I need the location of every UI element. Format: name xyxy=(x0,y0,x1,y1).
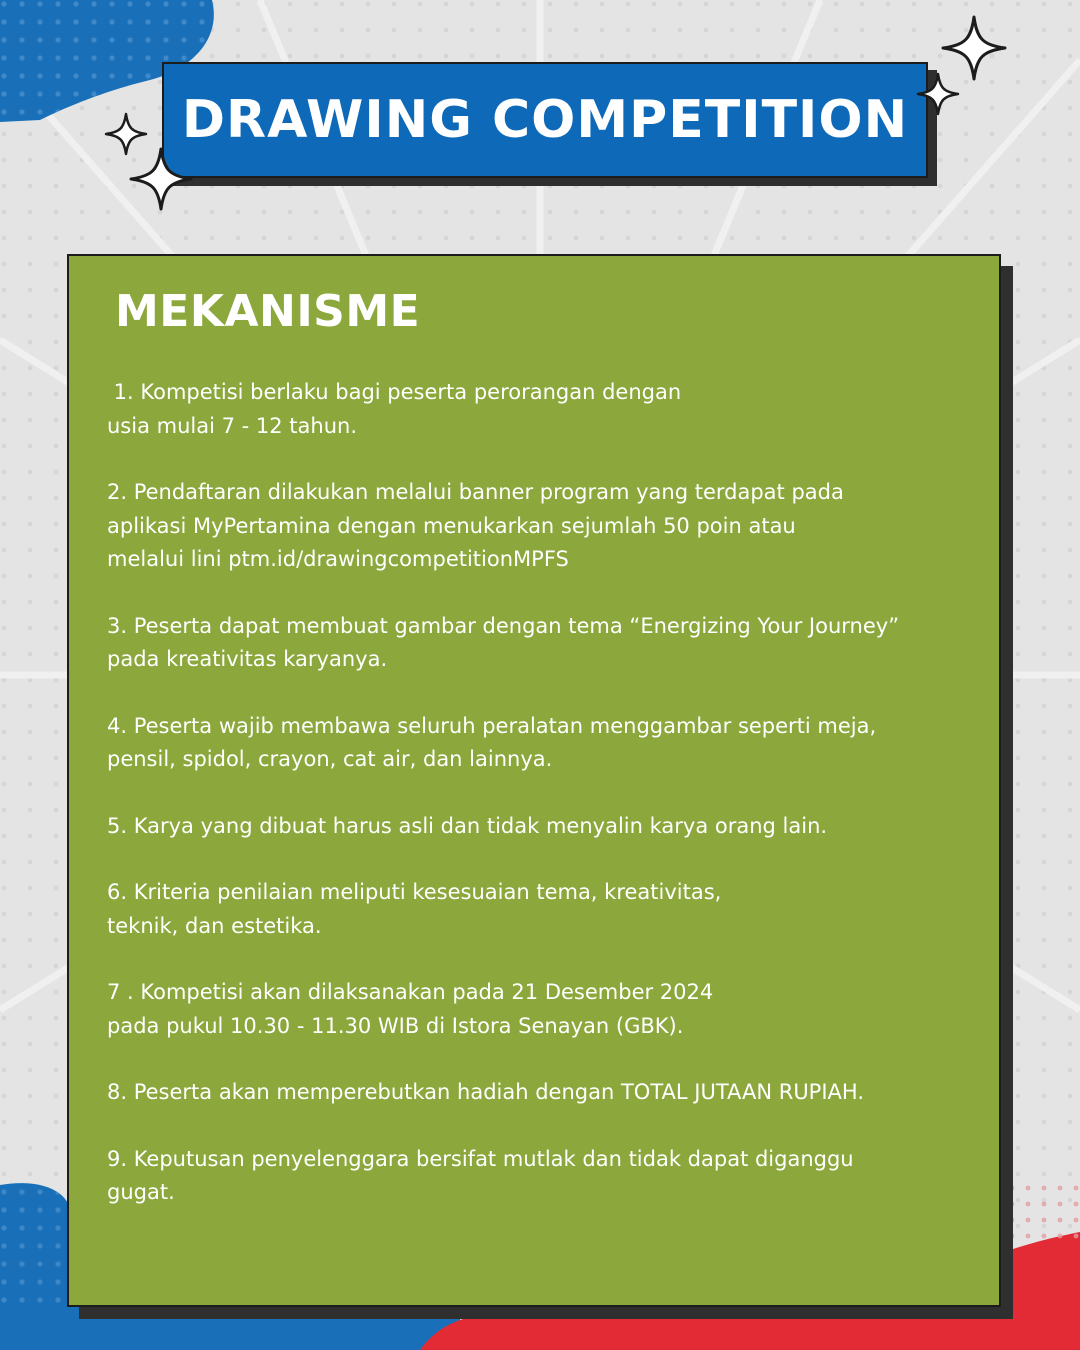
rule-text: 6. Kriteria penilaian meliputi kesesuaian tema, kreativitas, xyxy=(107,880,722,904)
rule-text: teknik, dan estetika. xyxy=(107,913,322,938)
rule-item xyxy=(107,610,987,677)
panel-heading: MEKANISME xyxy=(115,286,421,337)
rule-text: pensil, spidol, crayon, cat air, dan lainnya. xyxy=(107,747,553,771)
rule-text: 5. Karya yang dibuat harus asli dan tidak menyalin karya orang lain. xyxy=(107,813,828,838)
rule-text: usia mulai 7 - 12 tahun. xyxy=(107,413,358,438)
rule-text: aplikasi MyPertamina dengan menukarkan sejumlah 50 poin atau xyxy=(107,513,796,538)
rule-text: 7 . Kompetisi akan dilaksanakan pada 21 Desember 2024 xyxy=(107,980,714,1004)
rule-text: 8. Peserta akan memperebutkan hadiah dengan TOTAL JUTAAN RUPIAH. xyxy=(107,1080,865,1104)
rule-text: gugat. xyxy=(107,1180,175,1204)
rule-text: 2. Pendaftaran dilakukan melalui banner program yang terdapat pada xyxy=(107,480,844,504)
rule-item xyxy=(107,810,987,844)
rule-text: melalui lini ptm.id/drawingcompetitionMPFS xyxy=(107,547,569,571)
rule-item xyxy=(107,476,987,577)
sparkle-icon xyxy=(128,146,194,212)
title-banner xyxy=(162,62,928,178)
rule-item xyxy=(107,710,987,777)
page-title: DRAWING COMPETITION xyxy=(181,90,909,150)
rule-item xyxy=(107,1076,987,1110)
rule-text: 4. Peserta wajib membawa seluruh peralatan menggambar seperti meja, xyxy=(107,713,877,738)
sparkle-icon xyxy=(916,72,960,116)
rule-item xyxy=(107,976,987,1043)
rule-text: 3. Peserta dapat membuat gambar dengan tema “Energizing Your Journey” xyxy=(107,613,900,638)
rule-text: 9. Keputusan penyelenggara bersifat mutlak dan tidak dapat diganggu xyxy=(107,1146,854,1171)
rule-item xyxy=(107,1143,987,1210)
rules-list xyxy=(107,376,987,1243)
rule-text: 1. Kompetisi berlaku bagi peserta perorangan dengan xyxy=(107,380,682,404)
rule-item xyxy=(107,376,987,443)
rule-item xyxy=(107,876,987,943)
rule-text: pada pukul 10.30 - 11.30 WIB di Istora Senayan (GBK). xyxy=(107,1013,684,1038)
mechanism-panel xyxy=(67,254,1001,1307)
rule-text: pada kreativitas karyanya. xyxy=(107,647,388,671)
